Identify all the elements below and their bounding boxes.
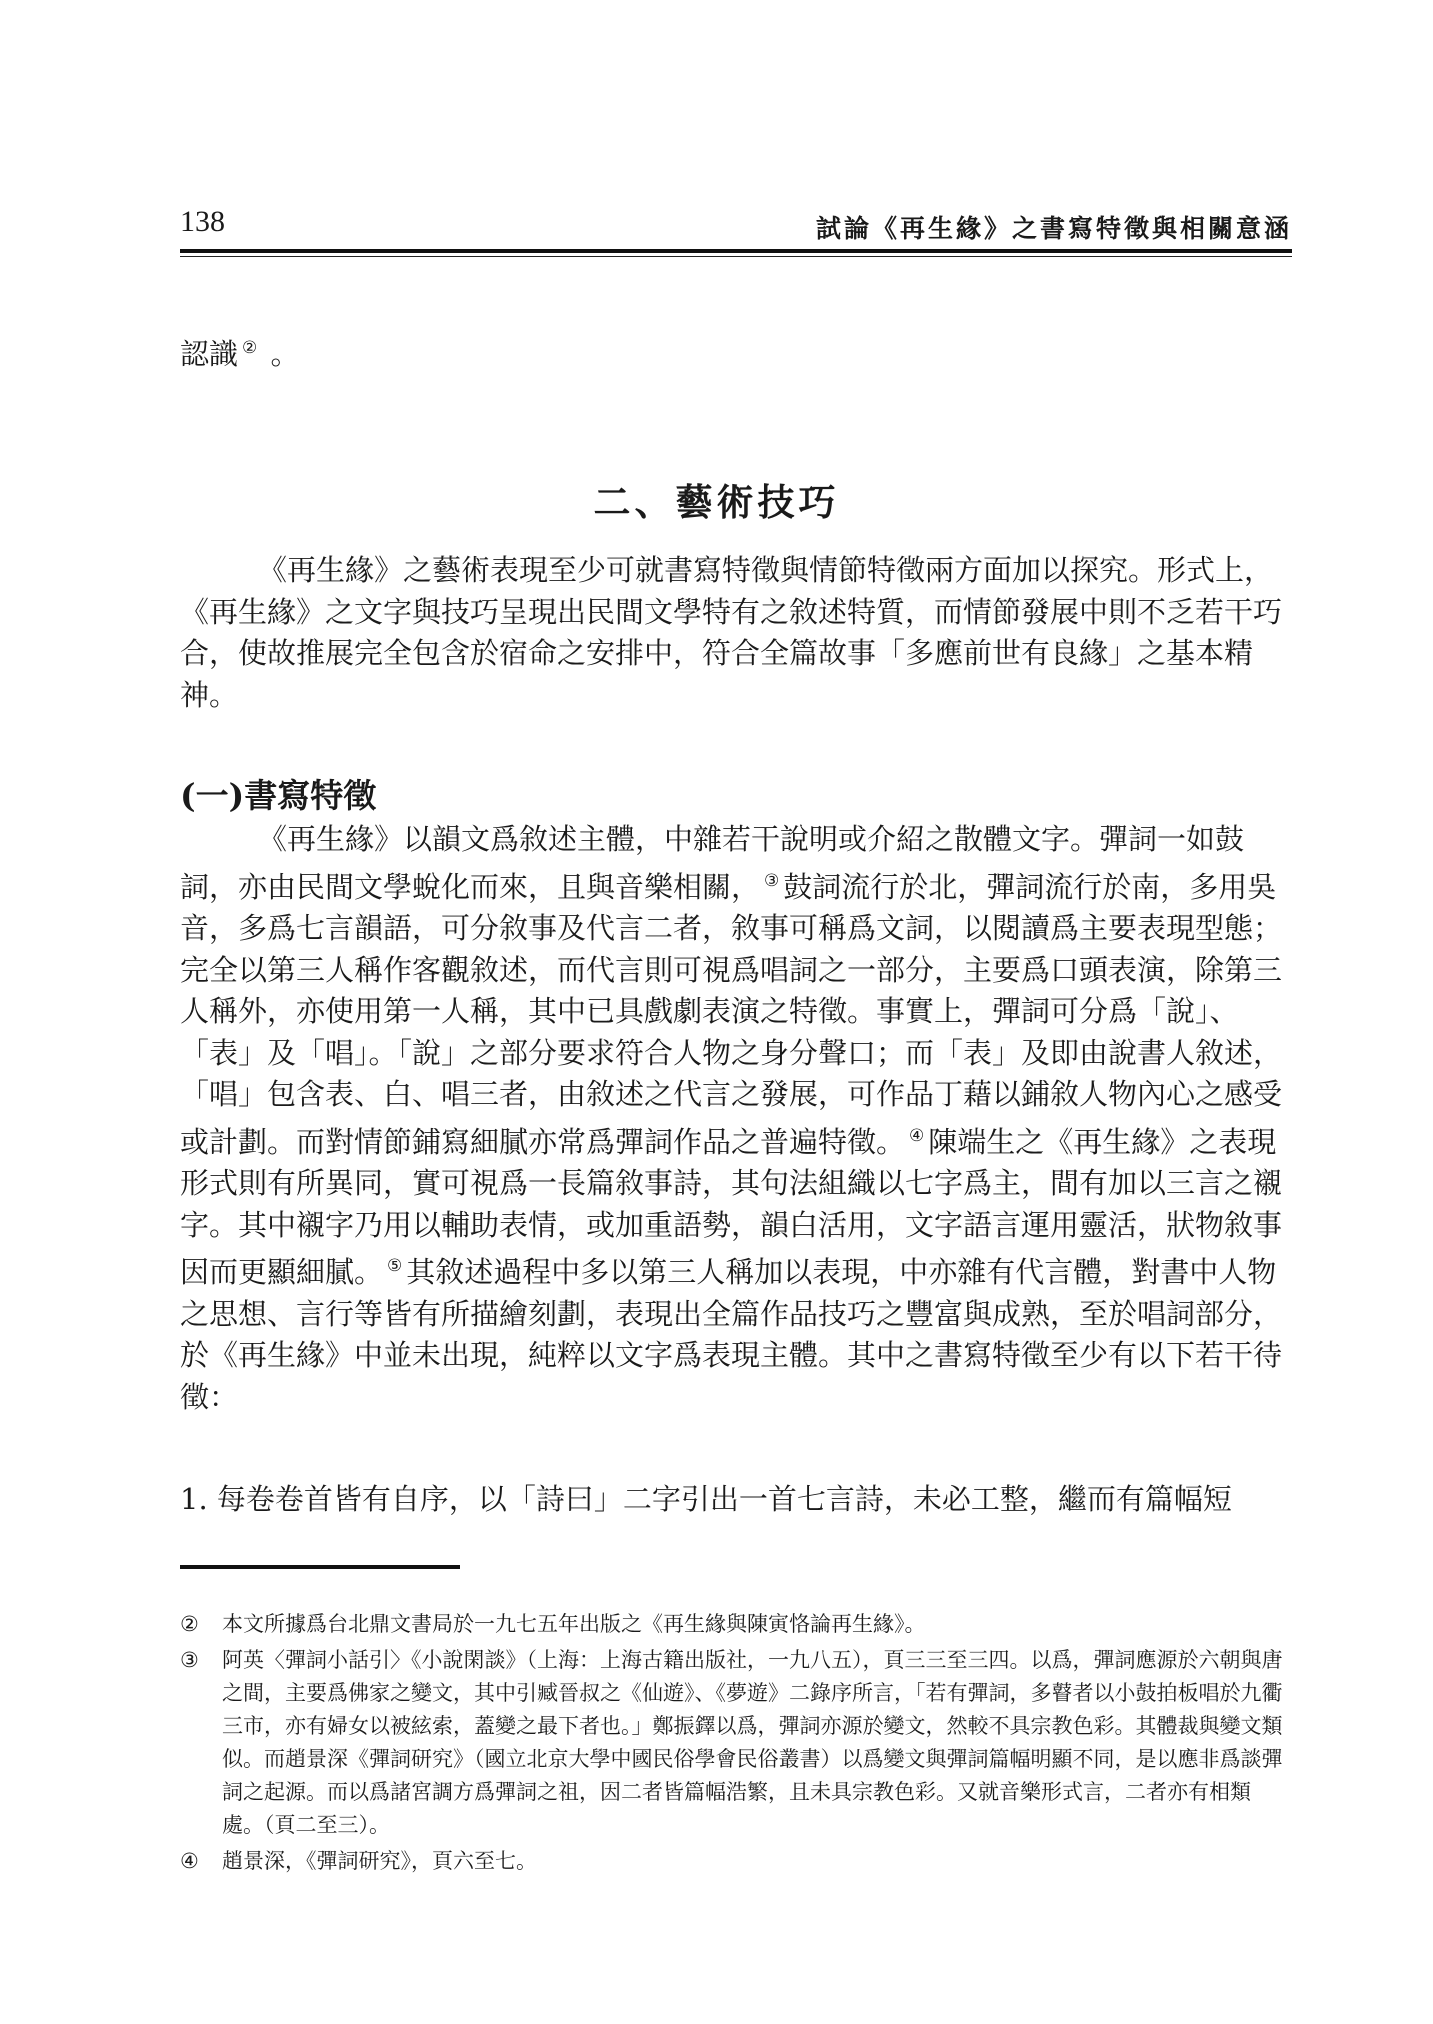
paragraph-2-text <box>180 819 1292 1418</box>
footnote-ref-5[interactable]: ⑤ <box>387 1256 403 1276</box>
footnote-2 <box>180 1608 1292 1641</box>
continuation-line <box>180 328 1292 376</box>
continuation-end: 。 <box>261 337 300 371</box>
footnote-ref-4[interactable]: ④ <box>909 1125 925 1146</box>
paragraph-1 <box>180 550 1292 716</box>
footnote-mark: ② <box>180 1612 199 1636</box>
footnote-3 <box>180 1644 1292 1842</box>
continuation-text: 認識 <box>180 337 239 371</box>
footnotes <box>180 1608 1292 1881</box>
section-heading: 二、藝術技巧 <box>593 480 840 524</box>
page-header <box>180 205 1292 255</box>
footnote-ref-3[interactable]: ③ <box>764 870 780 891</box>
header-rule-thin <box>180 256 1292 257</box>
running-title: 試論《再生緣》之書寫特徵與相關意涵 <box>815 214 1292 243</box>
footnote-ref-2[interactable]: ② <box>242 338 258 358</box>
paragraph-2-part4: 其敘述過程中多以第三人稱加以表現，中亦雜有代言體，對書中人物之思想、言行等皆有所描繪刻劃，表現出全篇作品技巧之豐富與成熟，至於唱詞部分，於《再生緣》中並未出現，純粹以文字爲表現主體。其中之書寫特徵至少有以下若干待徵： <box>180 1255 1283 1414</box>
paragraph-2 <box>180 819 1292 1418</box>
paragraph-2-part2: 鼓詞流行於北，彈詞流行於南，多用吳音，多爲七言韻語，可分敘事及代言二者，敘事可稱爲文詞，以閱讀爲主要表現型態；完全以第三人稱作客觀敘述，而代言則可視爲唱詞之一部分，主要爲口頭表演，除第三人稱外，亦使用第一人稱，其中已具戲劇表演之特徵。事實上，彈詞可分爲「說」、「表」及「唱」。「說」之部分要求符合人物之身分聲口；而「表」及即由說書人敘述，「唱」包含表、白、唱三者，由敘述之代言之發展，可作品丁藉以鋪敘人物內心之感受或計劃。而對情節鋪寫細膩亦常爲彈詞作品之普遍特徵。 <box>180 869 1283 1159</box>
footnote-4 <box>180 1845 1292 1878</box>
footnote-rule <box>180 1565 460 1569</box>
list-item-1-text: 1. 每卷卷首皆有自序，以「詩曰」二字引出一首七言詩，未必工整，繼而有篇幅短 <box>180 1482 1232 1516</box>
header-rule <box>180 249 1292 253</box>
list-item-1 <box>180 1479 1292 1521</box>
paragraph-2-part1: 《再生緣》以韻文爲敘述主體，中雜若干說明或介紹之散體文字。彈詞一如鼓詞，亦由民間文學蛻化而來，且與音樂相關， <box>180 822 1245 904</box>
footnote-mark: ③ <box>180 1648 199 1672</box>
subsection-heading: (一)書寫特徵 <box>180 776 377 815</box>
paragraph-1-text: 《再生緣》之藝術表現至少可就書寫特徵與情節特徵兩方面加以探究。形式上，《再生緣》之文字與技巧呈現出民間文學特有之敘述特質，而情節發展中則不乏若干巧合，使故推展完全包含於宿命之安排中，符合全篇故事「多應前世有良緣」之基本精神。 <box>180 553 1283 712</box>
footnote-text: 阿英〈彈詞小話引〉《小說閑談》（上海：上海古籍出版社，一九八五），頁三三至三四。以爲，彈詞應源於六朝與唐之間，主要爲佛家之變文，其中引臧晉叔之《仙遊》、《夢遊》二錄序所言，「若有彈詞，多瞽者以小鼓拍板唱於九衢三市，亦有婦女以被絃索，蓋變之最下者也。」鄭振鐸以爲，彈詞亦源於變文，然較不具宗教色彩。其體裁與變文類似。而趙景深《彈詞研究》（國立北京大學中國民俗學會民俗叢書）以爲變文與彈詞篇幅明顯不同，是以應非爲談彈詞之起源。而以爲諸宮調方爲彈詞之祖，因二者皆篇幅浩繁，且未具宗教色彩。又就音樂形式言，二者亦有相類處。（頁二至三）。 <box>222 1648 1283 1837</box>
footnote-text: 本文所據爲台北鼎文書局於一九七五年出版之《再生緣與陳寅恪論再生緣》。 <box>222 1612 926 1636</box>
footnote-text: 趙景深，《彈詞研究》，頁六至七。 <box>222 1849 537 1873</box>
page-number: 138 <box>180 205 225 238</box>
paragraph-2-part3: 陳端生之《再生緣》之表現形式則有所異同，實可視爲一長篇敘事詩，其句法組織以七字爲主，間有加以三言之襯字。其中襯字乃用以輔助表情，或加重語勢，韻白活用，文字語言運用靈活，狀物敘事因而更顯細膩。 <box>180 1124 1283 1289</box>
footnote-mark: ④ <box>180 1849 199 1873</box>
